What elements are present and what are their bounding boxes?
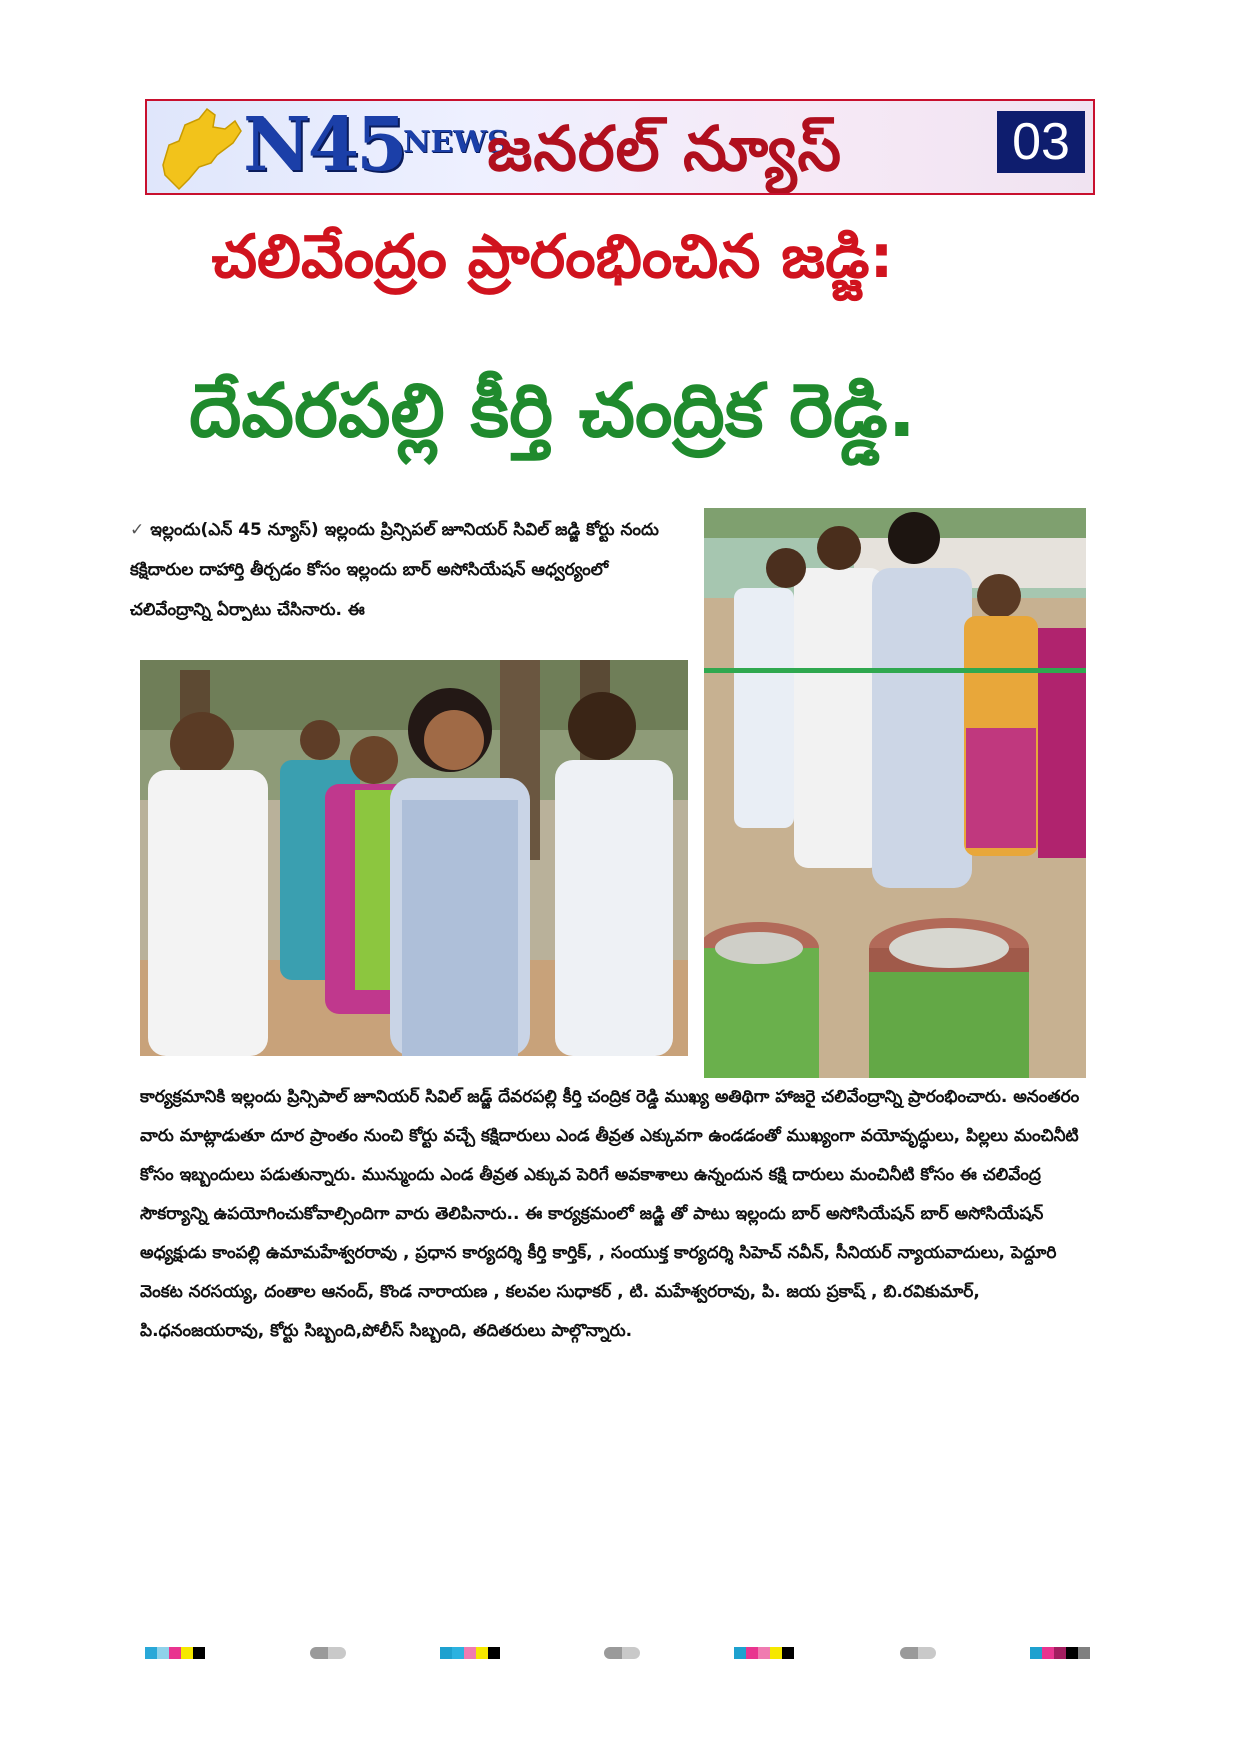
- print-color-bar: [145, 1647, 205, 1659]
- event-photo-ribbon-cutting: [704, 508, 1086, 1078]
- masthead-banner: [145, 99, 1095, 195]
- state-map-icon: [155, 105, 245, 193]
- print-gray-mark: [604, 1647, 640, 1659]
- print-gray-mark: [900, 1647, 936, 1659]
- print-color-bar: [1030, 1647, 1090, 1659]
- page-number-badge: 03: [997, 111, 1085, 173]
- headline-primary: చలివేంద్రం ప్రారంభించిన జడ్జి:: [211, 222, 894, 292]
- brand-logo-news: NEWS: [403, 125, 509, 160]
- print-color-bar: [734, 1647, 794, 1659]
- print-color-bar: [440, 1647, 500, 1659]
- article-intro-text: ఇల్లందు(ఎన్ 45 న్యూస్) ఇల్లందు ప్రిన్సిపల్ జూనియర్ సివిల్ జడ్జి కోర్టు నందు కక్షిదారుల దాహార్తి తీర్చడం కోసం ఇల్లందు బార్ అసోసియేషన్ ఆధ్వర్యంలో చలివేంద్రాన్ని ఏర్పాటు చేసినారు. ఈ: [130, 520, 659, 620]
- print-gray-mark: [310, 1647, 346, 1659]
- article-body: కార్యక్రమానికి ఇల్లందు ప్రిన్సిపాల్ జూనియర్ సివిల్ జడ్జ్ దేవరపల్లి కీర్తి చంద్రిక రెడ్డి ముఖ్య అతిథిగా హాజరై చలివేంద్రాన్ని ప్రారంభించారు. అనంతరం వారు మాట్లాడుతూ దూర ప్రాంతం నుంచి కోర్టు వచ్చే కక్షిదారులు ఎండ తీవ్రత ఎక్కువగా ఉండడంతో ముఖ్యంగా వయోవృద్ధులు, పిల్లలు మంచినీటి కోసం ఇబ్బందులు పడుతున్నారు. మున్ముందు ఎండ తీవ్రత ఎక్కువ పెరిగే అవకాశాలు ఉన్నందున కక్షి దారులు మంచినీటి కోసం ఈ చలివేంద్ర సౌకర్యాన్ని ఉపయోగించుకోవాల్సిందిగా వారు తెలిపినారు.. ఈ కార్యక్రమంలో జడ్జి తో పాటు ఇల్లందు బార్ అసోసియేషన్ బార్ అసోసియేషన్ అధ్యక్షుడు కాంపల్లి ఉమామహేశ్వరరావు , ప్రధాన కార్యదర్శి కీర్తి కార్తిక్, , సంయుక్త కార్యదర్శి సిహెచ్ నవీన్, సీనియర్ న్యాయవాదులు, పెద్దూరి వెంకట నరసయ్య, దంతాల ఆనంద్, కొండ నారాయణ , కలవల సుధాకర్ , టి. మహేశ్వరరావు, పి. జయ ప్రకాష్ , బి.రవికుమార్, పి.ధనంజయరావు, కోర్టు సిబ్బంది,పోలీస్ సిబ్బంది, తదితరులు పాల్గొన్నారు.: [140, 1087, 1080, 1341]
- bullet-check-icon: ✓: [130, 520, 145, 540]
- article-intro: [130, 510, 670, 630]
- event-photo-judge: [140, 660, 688, 1056]
- section-title: జనరల్ న్యూస్: [487, 112, 843, 185]
- headline-secondary: దేవరపల్లి కీర్తి చంద్రిక రెడ్డి.: [189, 368, 916, 454]
- brand-logo-number: N45: [243, 102, 405, 188]
